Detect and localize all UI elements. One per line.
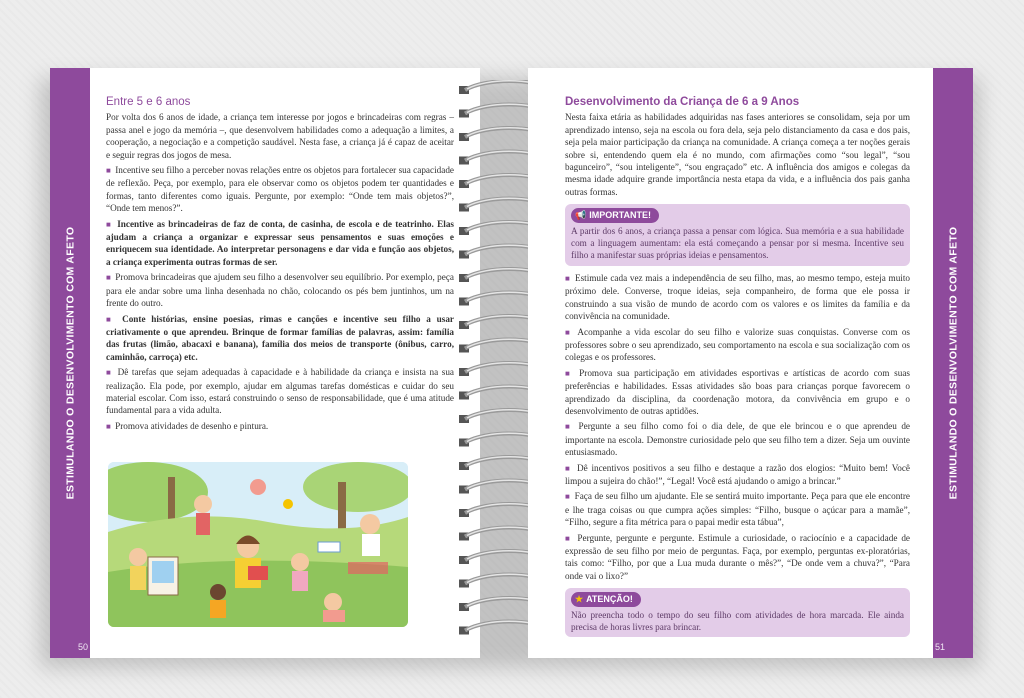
important-box — [565, 204, 910, 266]
important-tag: 📢 IMPORTANTE! — [571, 208, 659, 222]
right-bullet-6: ■ Faça de seu filho um ajudante. Ele se sentirá muito importante. Peça para que ele encontre e lhe traga coisas ou que cumpra ações simples: “Filho, busque o açúcar para a mamãe”, “Filho, segure a fita métrica para o papai medir esta tábua”, — [565, 491, 910, 528]
bullet-icon: ■ — [565, 533, 572, 543]
left-bullet-2: ■ Incentive as brincadeiras de faz de conta, de casinha, de escola e de teatrinho. Elas ajudam a criança a organizar e expressar seus pensamentos e suas emoções e enriquecem sua identidade. Ao interpretar personagens e dar vida e função aos objetos, a criança experimenta outras formas de ser. — [106, 218, 455, 267]
right-heading: Desenvolvimento da Criança de 6 a 9 Anos — [565, 96, 800, 108]
right-bullet-5: ■ Dê incentivos positivos a seu filho e destaque a razão dos elogios: “Muito bem! Você limpou a sujeira do chão!”, “Legal! Você está ajudando o amigo a brincar.” — [565, 462, 910, 486]
left-bullet-5: ■ Dê tarefas que sejam adequadas à capacidade e à habilidade da criança e insista na sua realização. Ela pode, por exemplo, ajudar em algumas tarefas domésticas e cuidar do seu material escolar. Com isso, estará construindo o senso de responsabilidade, que é uma atitude fundamental para a vida adulta. — [106, 367, 455, 416]
warning-box — [565, 588, 910, 637]
bullet-icon: ■ — [565, 273, 571, 283]
left-bullet-6: ■ Promova atividades de desenho e pintura. — [106, 420, 269, 431]
important-text: A partir dos 6 anos, a criança passa a pensar com lógica. Sua memória e a sua habilidade com a linguagem aumentam: ela está começando a pensar por si mesma. Incentive seu filho a manifestar suas próprias ideias e pensamentos. — [571, 225, 904, 261]
star-icon: ★ — [575, 594, 584, 605]
left-bullet-3: ■ Promova brincadeiras que ajudem seu filho a desenvolver seu equilíbrio. Por exemplo, peça para ele andar sobre uma linha desenhada no chão, colocando os pés bem juntinhos, um na frente do outro. — [106, 272, 455, 309]
bullet-icon: ■ — [565, 368, 573, 378]
right-page — [528, 68, 973, 658]
bullet-icon: ■ — [106, 421, 111, 431]
left-heading: Entre 5 e 6 anos — [106, 96, 191, 108]
right-intro: Nesta faixa etária as habilidades adquiridas nas fases anteriores se consolidam, seja por um aprendizado intenso, seja na escola ou fora dela, seja pelo distanciamento da casa e dos pais, seja pela maior participação da criança na comunidade. A criança começa a ter noções gerais sobre si, entendendo quem ela é no mundo, com afirmações como “sou legal”, “sou bagunceiro”, “sou inteligente”, “sou engraçado” etc. A influência dos amigos e colegas da mesma idade adquire grande importância nesta etapa da vida, e a influência dos pais ganha outras formas. — [565, 112, 910, 197]
bullet-icon: ■ — [565, 463, 572, 473]
left-page — [50, 68, 480, 658]
right-side-title: ESTIMULANDO O DESENVOLVIMENTO COM AFETO — [947, 226, 960, 500]
left-side-title: ESTIMULANDO O DESENVOLVIMENTO COM AFETO — [64, 226, 77, 500]
bullet-icon: ■ — [106, 166, 111, 176]
left-side-band — [50, 68, 90, 658]
megaphone-icon: 📢 — [575, 210, 587, 221]
right-side-band — [933, 68, 973, 658]
bullet-icon: ■ — [565, 422, 573, 432]
bullet-icon: ■ — [565, 492, 571, 502]
right-bullet-7: ■ Pergunte, pergunte e pergunte. Estimule a curiosidade, o raciocínio e a capacidade de expressão de seu filho por meio de perguntas. Faça, por exemplo, perguntas ex-ploratórias, tais como: “Filho, por que a Lua muda durante o mês?”, “De onde vem a chuva?”, “Para onde vai o lixo?” — [565, 532, 910, 581]
left-bullet-1: ■ Incentive seu filho a perceber novas relações entre os objetos para fortalecer sua capacidade de reflexão. Peça, por exemplo, para ele observar como os objetos podem ter quantidades e formas, tanto diferentes como iguais. Pergunte, por exemplo: “Onde tem mais objetos?”, “Onde tem menos?”. — [106, 165, 454, 214]
right-bullet-4: ■ Pergunte a seu filho como foi o dia dele, de que ele brincou e o que aprendeu de importante na escola. Demonstre curiosidade pelo que seu filho tem a dizer. Seja um ouvinte entusiasmado. — [565, 421, 910, 458]
bullet-icon: ■ — [106, 368, 113, 378]
bullet-icon: ■ — [106, 314, 115, 324]
left-page-number: 50 — [78, 642, 89, 652]
bullet-icon: ■ — [565, 327, 572, 337]
park-illustration-svg — [108, 462, 408, 627]
bullet-icon: ■ — [106, 219, 112, 229]
right-content — [565, 96, 910, 643]
right-bullet-2: ■ Acompanhe a vida escolar do seu filho e valorize suas conquistas. Converse com os professores sobre o seu aprendizado, seu comportamento na escola e sua socialização com os colegas e os professores. — [565, 326, 910, 363]
right-bullet-1: ■ Estimule cada vez mais a independência de seu filho, mas, ao mesmo tempo, esteja muito próximo dele. Converse, troque ideias, seja companheiro, de forma que ele possa ir construindo a sua visão de mundo de acordo com os valores e os limites da família e da convivência na comunidade. — [565, 272, 910, 322]
left-bullet-4: ■ Conte histórias, ensine poesias, rimas e canções e incentive seu filho a usar criativamente o que aprendeu. Brinque de formar famílias de palavras, assim: família das frutas (limão, abacaxi e banana), família dos meios de transporte (ônibus, carro, caminhão, carroça) etc. — [106, 313, 454, 362]
right-bullet-3: ■ Promova sua participação em atividades esportivas e artísticas de acordo com suas preferências e habilidades. Essas atividades são boas para crianças porque favorecem o aprendizado da disciplina, da coordenação motora, da convivência em grupo e o desenvolvimento de outras aptidões. — [565, 367, 911, 416]
left-content — [106, 96, 454, 436]
bullet-icon: ■ — [106, 273, 111, 283]
warning-tag: ★ ATENÇÃO! — [571, 592, 641, 606]
warning-text: Não preencha todo o tempo do seu filho com atividades de hora marcada. Ele ainda precisa de horas livres para brincar. — [571, 609, 904, 633]
park-illustration — [108, 462, 408, 627]
left-intro: Por volta dos 6 anos de idade, a criança tem interesse por jogos e brincadeiras com regras – passa anel e jogo da memória –, que desenvolvem habilidades como a adequação a limites, a cooperação, a negociação e a competição saudável. Nesta fase, a criança já é capaz de aceitar e seguir regras dos jogos de mesa. — [106, 112, 454, 160]
right-page-number: 51 — [934, 642, 945, 652]
